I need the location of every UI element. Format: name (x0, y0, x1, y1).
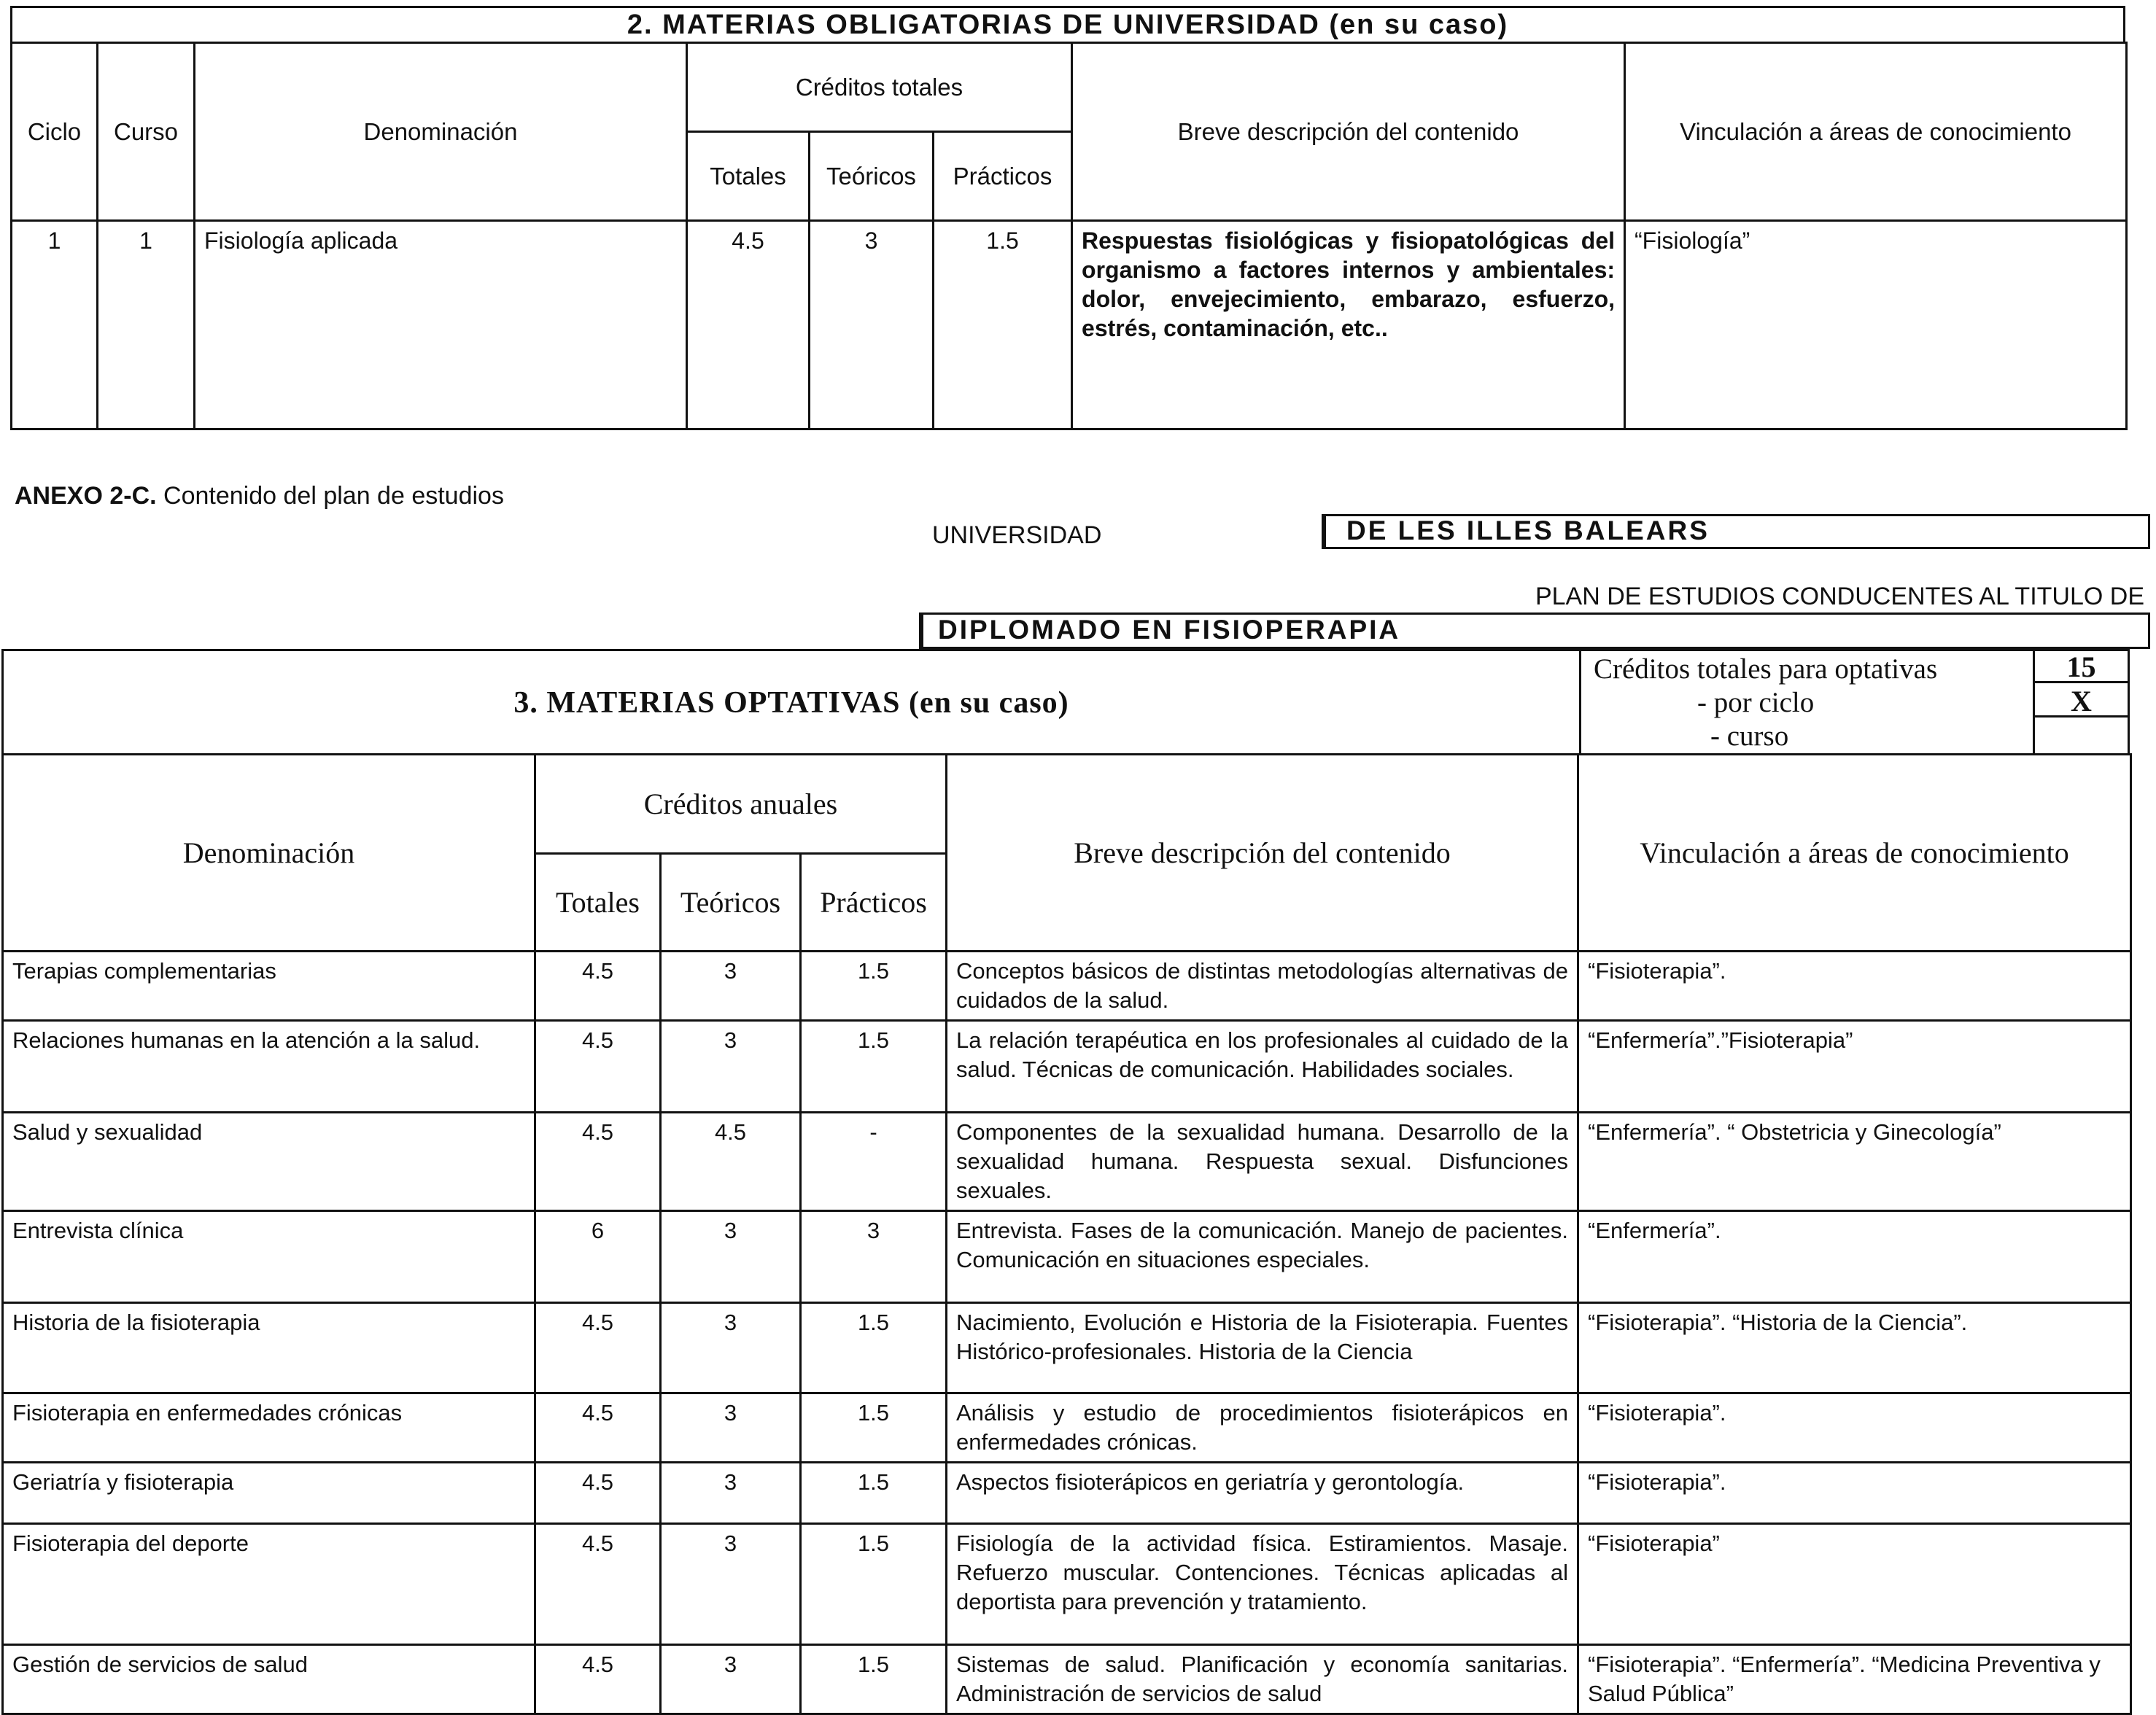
table-row (3, 1645, 2131, 1714)
section3-header (1, 649, 2130, 755)
header-practicos: Prácticos (934, 132, 1072, 221)
cell-teoricos: 3 (661, 1211, 801, 1303)
header-totales: Totales (687, 132, 810, 221)
cell-vinculacion: “Enfermería”.”Fisioterapia” (1578, 1021, 2131, 1113)
table-row (3, 1524, 2131, 1645)
table-row (3, 1463, 2131, 1524)
cell-totales: 4.5 (535, 1021, 661, 1113)
header-ciclo: Ciclo (12, 43, 98, 221)
cell-denominacion: Gestión de servicios de salud (3, 1645, 535, 1714)
table-row (3, 1113, 2131, 1211)
cell-descripcion: Conceptos básicos de distintas metodologías alternativas de cuidados de la salud. (947, 952, 1578, 1021)
cell-vinculacion: “Fisioterapia”. “Enfermería”. “Medicina Preventiva y Salud Pública” (1578, 1645, 2131, 1714)
cell-ciclo: 1 (12, 221, 98, 429)
cell-denominacion: Terapias complementarias (3, 952, 535, 1021)
cell-totales: 4.5 (535, 1463, 661, 1524)
header-curso: Curso (98, 43, 195, 221)
cell-vinculacion: “Enfermería”. (1578, 1211, 2131, 1303)
cell-totales: 4.5 (535, 1303, 661, 1393)
header-teoricos: Teóricos (810, 132, 934, 221)
table-row (3, 952, 2131, 1021)
por-ciclo-label: - por ciclo (1697, 687, 1815, 718)
cell-practicos: 1.5 (801, 1463, 947, 1524)
cell-totales: 4.5 (687, 221, 810, 429)
plan-label: PLAN DE ESTUDIOS CONDUCENTES AL TITULO DE (1535, 583, 2144, 610)
header-vinculacion: Vinculación a áreas de conocimiento (1625, 43, 2127, 221)
header-teoricos: Teóricos (661, 854, 801, 952)
cell-practicos: 1.5 (801, 1021, 947, 1113)
cell-descripcion: Sistemas de salud. Planificación y economía sanitarias. Administración de servicios de salud (947, 1645, 1578, 1714)
por-ciclo-value: X (2035, 685, 2128, 718)
cell-practicos: 1.5 (801, 1524, 947, 1645)
cell-practicos: 1.5 (934, 221, 1072, 429)
cell-descripcion: Entrevista. Fases de la comunicación. Manejo de pacientes. Comunicación en situaciones especiales. (947, 1211, 1578, 1303)
header-descripcion: Breve descripción del contenido (1072, 43, 1625, 221)
optativas-table (1, 753, 2132, 1715)
curso-value (2035, 720, 2128, 753)
cell-practicos: 1.5 (801, 1393, 947, 1463)
cell-totales: 4.5 (535, 952, 661, 1021)
cell-totales: 4.5 (535, 1113, 661, 1211)
cell-denominacion: Geriatría y fisioterapia (3, 1463, 535, 1524)
cell-totales: 4.5 (535, 1645, 661, 1714)
cell-practicos: 1.5 (801, 1303, 947, 1393)
header-descripcion: Breve descripción del contenido (947, 755, 1578, 952)
obligatorias-table (10, 42, 2128, 430)
cell-teoricos: 3 (661, 1303, 801, 1393)
anexo-label: ANEXO 2-C. (15, 482, 157, 510)
anexo-text: Contenido del plan de estudios (163, 482, 504, 510)
table-row (12, 221, 2127, 429)
plan-value: DIPLOMADO EN FISIOPERAPIA (919, 612, 2150, 649)
cell-teoricos: 3 (661, 1463, 801, 1524)
cell-practicos: 1.5 (801, 952, 947, 1021)
divider (1579, 649, 1581, 755)
cell-vinculacion: “Fisioterapia”. (1578, 952, 2131, 1021)
cell-vinculacion: “Fisiología” (1625, 221, 2127, 429)
cell-descripcion: Componentes de la sexualidad humana. Desarrollo de la sexualidad humana. Respuesta sexual. Disfunciones sexuales. (947, 1113, 1578, 1211)
cell-descripcion: Aspectos fisioterápicos en geriatría y gerontología. (947, 1463, 1578, 1524)
cell-practicos: 3 (801, 1211, 947, 1303)
header-practicos: Prácticos (801, 854, 947, 952)
anexo-heading (15, 481, 504, 510)
header-denominacion: Denominación (3, 755, 535, 952)
table-row (3, 1021, 2131, 1113)
cell-denominacion: Salud y sexualidad (3, 1113, 535, 1211)
cell-teoricos: 3 (661, 1645, 801, 1714)
cell-teoricos: 3 (661, 1524, 801, 1645)
cell-descripcion: Fisiología de la actividad física. Estiramientos. Masaje. Refuerzo muscular. Contenciones. Técnicas aplicadas al deportista para prevención y tratamiento. (947, 1524, 1578, 1645)
cell-teoricos: 3 (810, 221, 934, 429)
table-row (3, 1393, 2131, 1463)
cell-teoricos: 3 (661, 1021, 801, 1113)
creditos-optativas-value: 15 (2035, 651, 2128, 683)
universidad-value: DE LES ILLES BALEARS (1322, 514, 2150, 549)
section2-title: 2. MATERIAS OBLIGATORIAS DE UNIVERSIDAD (en su caso) (10, 6, 2125, 44)
cell-teoricos: 3 (661, 952, 801, 1021)
cell-totales: 6 (535, 1211, 661, 1303)
cell-vinculacion: “Enfermería”. “ Obstetricia y Ginecología” (1578, 1113, 2131, 1211)
cell-descripcion: Nacimiento, Evolución e Historia de la Fisioterapia. Fuentes Histórico-profesionales. Historia de la Ciencia (947, 1303, 1578, 1393)
header-creditos-totales: Créditos totales (687, 43, 1072, 132)
header-creditos-anuales: Créditos anuales (535, 755, 947, 854)
cell-denominacion: Entrevista clínica (3, 1211, 535, 1303)
universidad-label: UNIVERSIDAD (932, 521, 1102, 549)
cell-vinculacion: “Fisioterapia”. (1578, 1463, 2131, 1524)
cell-practicos: 1.5 (801, 1645, 947, 1714)
cell-descripcion: Análisis y estudio de procedimientos fisioterápicos en enfermedades crónicas. (947, 1393, 1578, 1463)
creditos-optativas-label: Créditos totales para optativas (1594, 653, 1938, 685)
table-row (3, 1211, 2131, 1303)
curso-label: - curso (1710, 720, 1789, 752)
cell-descripcion: La relación terapéutica en los profesionales al cuidado de la salud. Técnicas de comunicación. Habilidades sociales. (947, 1021, 1578, 1113)
cell-denominacion: Fisioterapia del deporte (3, 1524, 535, 1645)
cell-denominacion: Historia de la fisioterapia (3, 1303, 535, 1393)
cell-teoricos: 4.5 (661, 1113, 801, 1211)
cell-totales: 4.5 (535, 1524, 661, 1645)
header-totales: Totales (535, 854, 661, 952)
cell-denominacion: Relaciones humanas en la atención a la salud. (3, 1021, 535, 1113)
cell-vinculacion: “Fisioterapia”. (1578, 1393, 2131, 1463)
cell-curso: 1 (98, 221, 195, 429)
cell-totales: 4.5 (535, 1393, 661, 1463)
cell-vinculacion: “Fisioterapia” (1578, 1524, 2131, 1645)
cell-denominacion: Fisiología aplicada (195, 221, 687, 429)
header-vinculacion: Vinculación a áreas de conocimiento (1578, 755, 2131, 952)
table-row (3, 1303, 2131, 1393)
cell-denominacion: Fisioterapia en enfermedades crónicas (3, 1393, 535, 1463)
cell-vinculacion: “Fisioterapia”. “Historia de la Ciencia”. (1578, 1303, 2131, 1393)
cell-practicos: - (801, 1113, 947, 1211)
cell-descripcion: Respuestas fisiológicas y fisiopatológicas del organismo a factores internos y ambientales: dolor, envejecimiento, embarazo, esfuerzo, estrés, contaminación, etc.. (1072, 221, 1625, 429)
cell-teoricos: 3 (661, 1393, 801, 1463)
section3-title: 3. MATERIAS OPTATIVAS (en su caso) (513, 686, 1069, 720)
header-denominacion: Denominación (195, 43, 687, 221)
